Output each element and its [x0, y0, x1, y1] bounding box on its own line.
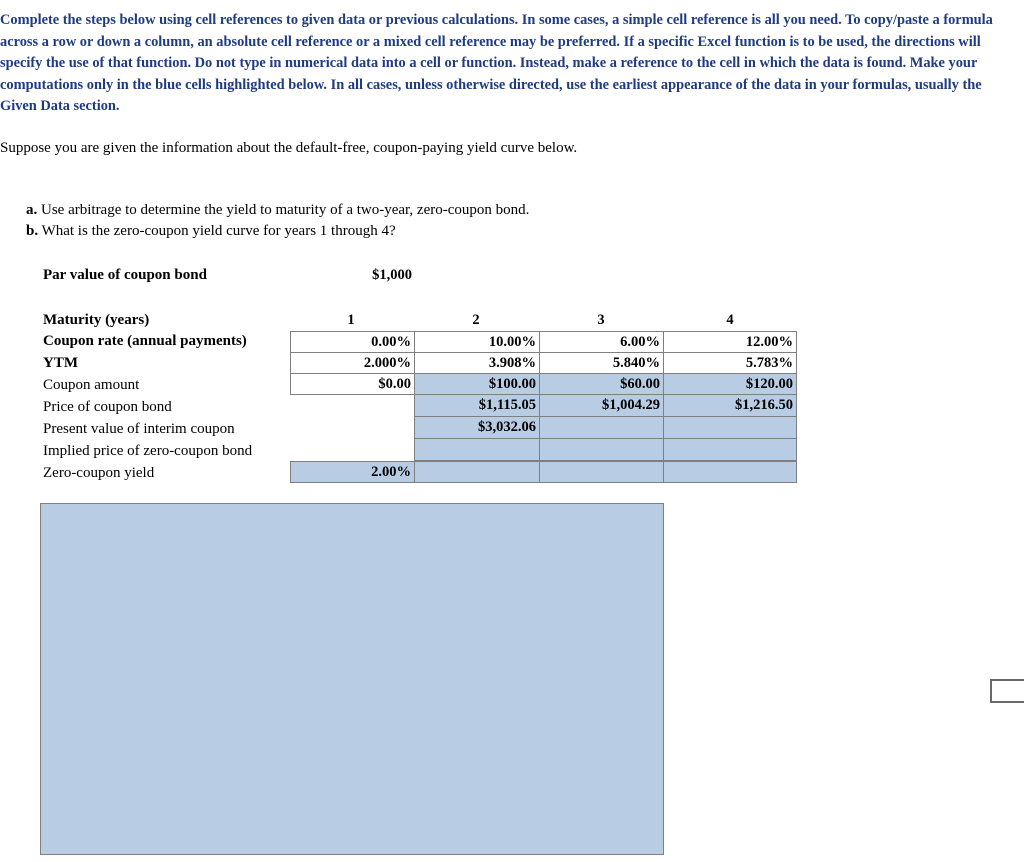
question-b-letter: b. [26, 223, 39, 239]
coupon-rate-cell-1: 0.00% [290, 331, 415, 353]
row-label-pv-interim: Present value of interim coupon [43, 421, 235, 437]
ytm-cell-4: 5.783% [663, 352, 797, 374]
row-label-coupon-rate: Coupon rate (annual payments) [43, 333, 247, 349]
row-label-price: Price of coupon bond [43, 399, 172, 415]
pv-interim-cell-4[interactable] [663, 416, 797, 439]
maturity-header-3: 3 [597, 312, 605, 328]
pv-interim-cell-2[interactable]: $3,032.06 [414, 416, 540, 439]
question-b [26, 221, 396, 241]
question-b-text: What is the zero-coupon yield curve for years 1 through 4? [41, 223, 396, 239]
coupon-amount-cell-2[interactable]: $100.00 [414, 373, 540, 395]
par-value: $1,000 [372, 267, 412, 283]
maturity-header-1: 1 [347, 312, 355, 328]
row-label-implied-price: Implied price of zero-coupon bond [43, 443, 253, 459]
row-label-coupon-amount: Coupon amount [43, 377, 140, 393]
implied-price-cell-2[interactable] [414, 438, 540, 461]
row-label-maturity: Maturity (years) [43, 312, 150, 328]
answer-textbox[interactable] [40, 503, 664, 855]
implied-price-cell-4[interactable] [663, 438, 797, 461]
maturity-header-4: 4 [726, 312, 734, 328]
price-cell-3[interactable]: $1,004.29 [539, 394, 664, 417]
instructions-text: Complete the steps below using cell references to given data or previous calculations. In some cases, a simple cell reference is all you need. To copy/paste a formula across a row or down a column, an absolute cell reference or a mixed cell reference may be preferred. If a specific Excel function is to be used, the directions will specify the use of that function. Do not type in numerical data into a cell or function. Instead, make a reference to the cell in which the data is found. Make your computations only in the blue cells highlighted below. In all cases, unless otherwise directed, use the earliest appearance of the data in your formulas, usually the Given Data section. [0, 12, 993, 115]
zero-yield-cell-4[interactable] [663, 461, 797, 483]
question-a [26, 200, 529, 220]
coupon-amount-cell-1: $0.00 [290, 373, 415, 395]
par-value-label: Par value of coupon bond [43, 267, 207, 283]
coupon-amount-cell-4[interactable]: $120.00 [663, 373, 797, 395]
row-label-zero-yield: Zero-coupon yield [43, 465, 155, 481]
zero-yield-cell-2[interactable] [414, 461, 540, 483]
ytm-cell-2: 3.908% [414, 352, 540, 374]
pv-interim-cell-3[interactable] [539, 416, 664, 439]
zero-yield-cell-3[interactable] [539, 461, 664, 483]
price-cell-4[interactable]: $1,216.50 [663, 394, 797, 417]
price-cell-2[interactable]: $1,115.05 [414, 394, 540, 417]
maturity-header-2: 2 [472, 312, 480, 328]
coupon-amount-cell-3[interactable]: $60.00 [539, 373, 664, 395]
implied-price-cell-3[interactable] [539, 438, 664, 461]
ytm-cell-3: 5.840% [539, 352, 664, 374]
coupon-rate-cell-4: 12.00% [663, 331, 797, 353]
question-a-text: Use arbitrage to determine the yield to maturity of a two-year, zero-coupon bond. [41, 202, 530, 218]
selected-cell[interactable] [990, 679, 1024, 703]
row-label-ytm: YTM [43, 355, 78, 371]
coupon-rate-cell-3: 6.00% [539, 331, 664, 353]
coupon-rate-cell-2: 10.00% [414, 331, 540, 353]
ytm-cell-1: 2.000% [290, 352, 415, 374]
question-a-letter: a. [26, 202, 38, 218]
intro-text: Suppose you are given the information about the default-free, coupon-paying yield curve below. [0, 140, 578, 156]
zero-yield-cell-1[interactable]: 2.00% [290, 461, 415, 483]
